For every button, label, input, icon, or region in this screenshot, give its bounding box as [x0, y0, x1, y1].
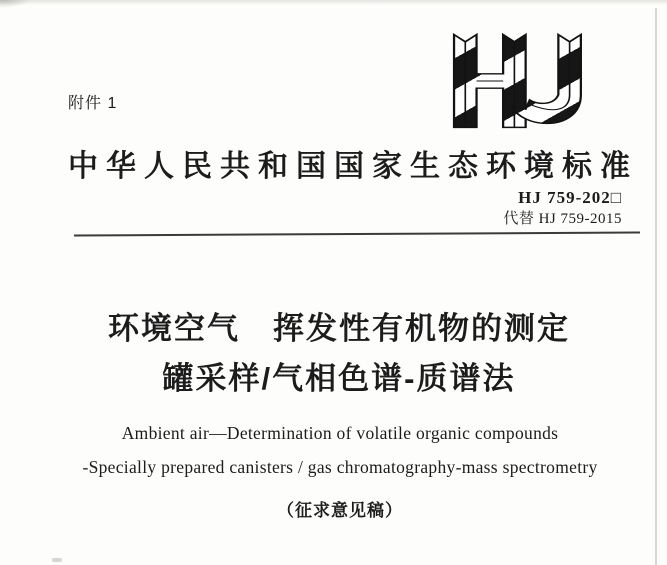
scan-right-edge — [655, 8, 657, 565]
attachment-label: 附件 1 — [68, 95, 118, 112]
standard-org-title: 中华人民共和国国家生态环境标准 — [68, 150, 638, 183]
title-en-line2: -Specially prepared canisters / gas chromatography-mass spectrometry — [82, 457, 598, 477]
standard-number: HJ 759-202□ — [518, 188, 622, 207]
standard-number-block — [503, 187, 622, 229]
hj-logo-icon — [452, 32, 587, 130]
header-rule — [74, 232, 640, 237]
draft-status-label: （征求意见稿） — [277, 501, 403, 520]
title-cn-line2: 罐采样/气相色谱-质谱法 — [162, 361, 516, 396]
scan-mark — [52, 558, 62, 562]
title-cn-line1: 环境空气 挥发性有机物的测定 — [108, 311, 570, 346]
scan-top-edge — [0, 0, 667, 5]
title-en-line1: Ambient air—Determination of volatile organic compounds — [121, 423, 559, 443]
scan-smudge — [0, 0, 30, 8]
replaces-note: 代替 HJ 759-2015 — [503, 211, 622, 228]
